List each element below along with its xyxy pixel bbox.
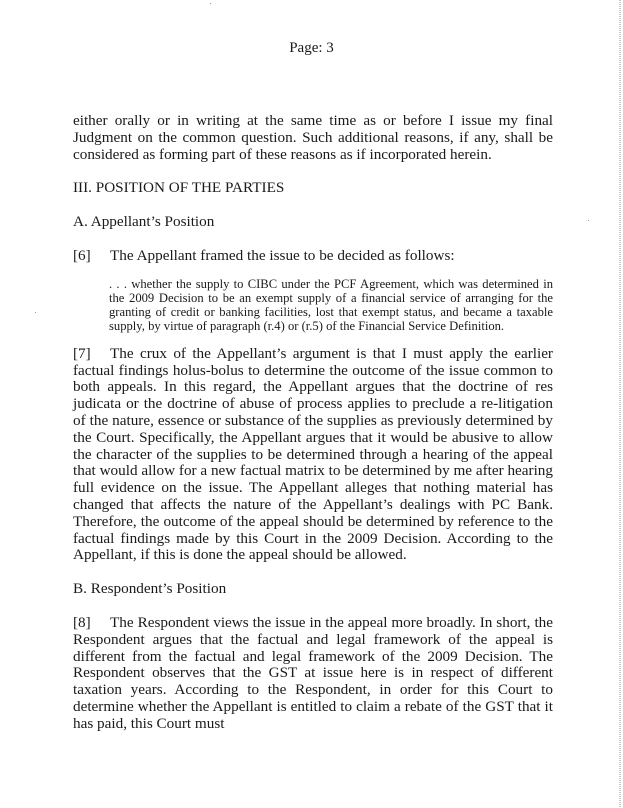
paragraph-number: [7] bbox=[73, 344, 91, 362]
section-heading: III. POSITION OF THE PARTIES bbox=[73, 179, 285, 197]
paragraph-text: The Appellant framed the issue to be decided as follows: bbox=[110, 246, 455, 264]
scan-artifact bbox=[588, 220, 589, 221]
paragraph-6 bbox=[73, 248, 553, 265]
paragraph-number: [6] bbox=[73, 246, 91, 264]
paragraph-8 bbox=[73, 615, 553, 733]
respondent-position-heading: B. Respondent’s Position bbox=[73, 580, 227, 598]
document-body bbox=[73, 113, 553, 733]
block-quote: . . . whether the supply to CIBC under the PCF Agreement, which was determined in the 2009 Decision to be an exempt supply of a financial service of arranging for the granting of credit or banking facilities, lost that exempt status, and became a taxable supply, by virtue of paragraph (r.4) or (r.5) of the Financial Service Definition. bbox=[109, 276, 553, 333]
scan-artifact bbox=[35, 312, 36, 313]
paragraph-number: [8] bbox=[73, 613, 91, 631]
paragraph-text: The Respondent views the issue in the appeal more broadly. In short, the Respondent argues that the factual and legal framework of the appeal is different from the factual and legal framework of the 2009 Decision. The Respondent observes that the GST at issue here is in respect of different taxation years. According to the Respondent, in order for this Court to determine whether the Appellant is entitled to claim a rebate of the GST that it has paid, this Court must bbox=[73, 613, 553, 732]
appellant-position-heading: A. Appellant’s Position bbox=[73, 213, 215, 231]
paragraph-text: The crux of the Appellant’s argument is that I must apply the earlier factual findings holus-bolus to determine the outcome of the issue common to both appeals. In this regard, the Appellant argues that the doctrine of res judicata or the doctrine of abuse of process applies to preclude a re-litigation of the nature, essence or substance of the supplies as previously determined by the Court. Specifically, the Appellant argues that it would be abusive to allow the character of the supplies to be determined through a hearing of the appeal that would allow for a new factual matrix to be determined by me after hearing full evidence on the issue. The Appellant alleges that nothing material has changed that affects the nature of the Appellant’s dealings with PC Bank. Therefore, the outcome of the appeal should be determined by reference to the factual findings made by this Court in the 2009 Decision. According to the Appellant, if this is done the appeal should be allowed. bbox=[73, 344, 553, 564]
continuation-paragraph: either orally or in writing at the same time as or before I issue my final Judgment on the common question. Such additional reasons, if any, shall be considered as forming part of these reasons as if incorporated herein. bbox=[73, 112, 553, 163]
scan-artifact bbox=[210, 3, 211, 4]
page-number-header: Page: 3 bbox=[289, 40, 334, 56]
paragraph-7 bbox=[73, 346, 553, 564]
scanned-page-edge bbox=[619, 0, 621, 808]
